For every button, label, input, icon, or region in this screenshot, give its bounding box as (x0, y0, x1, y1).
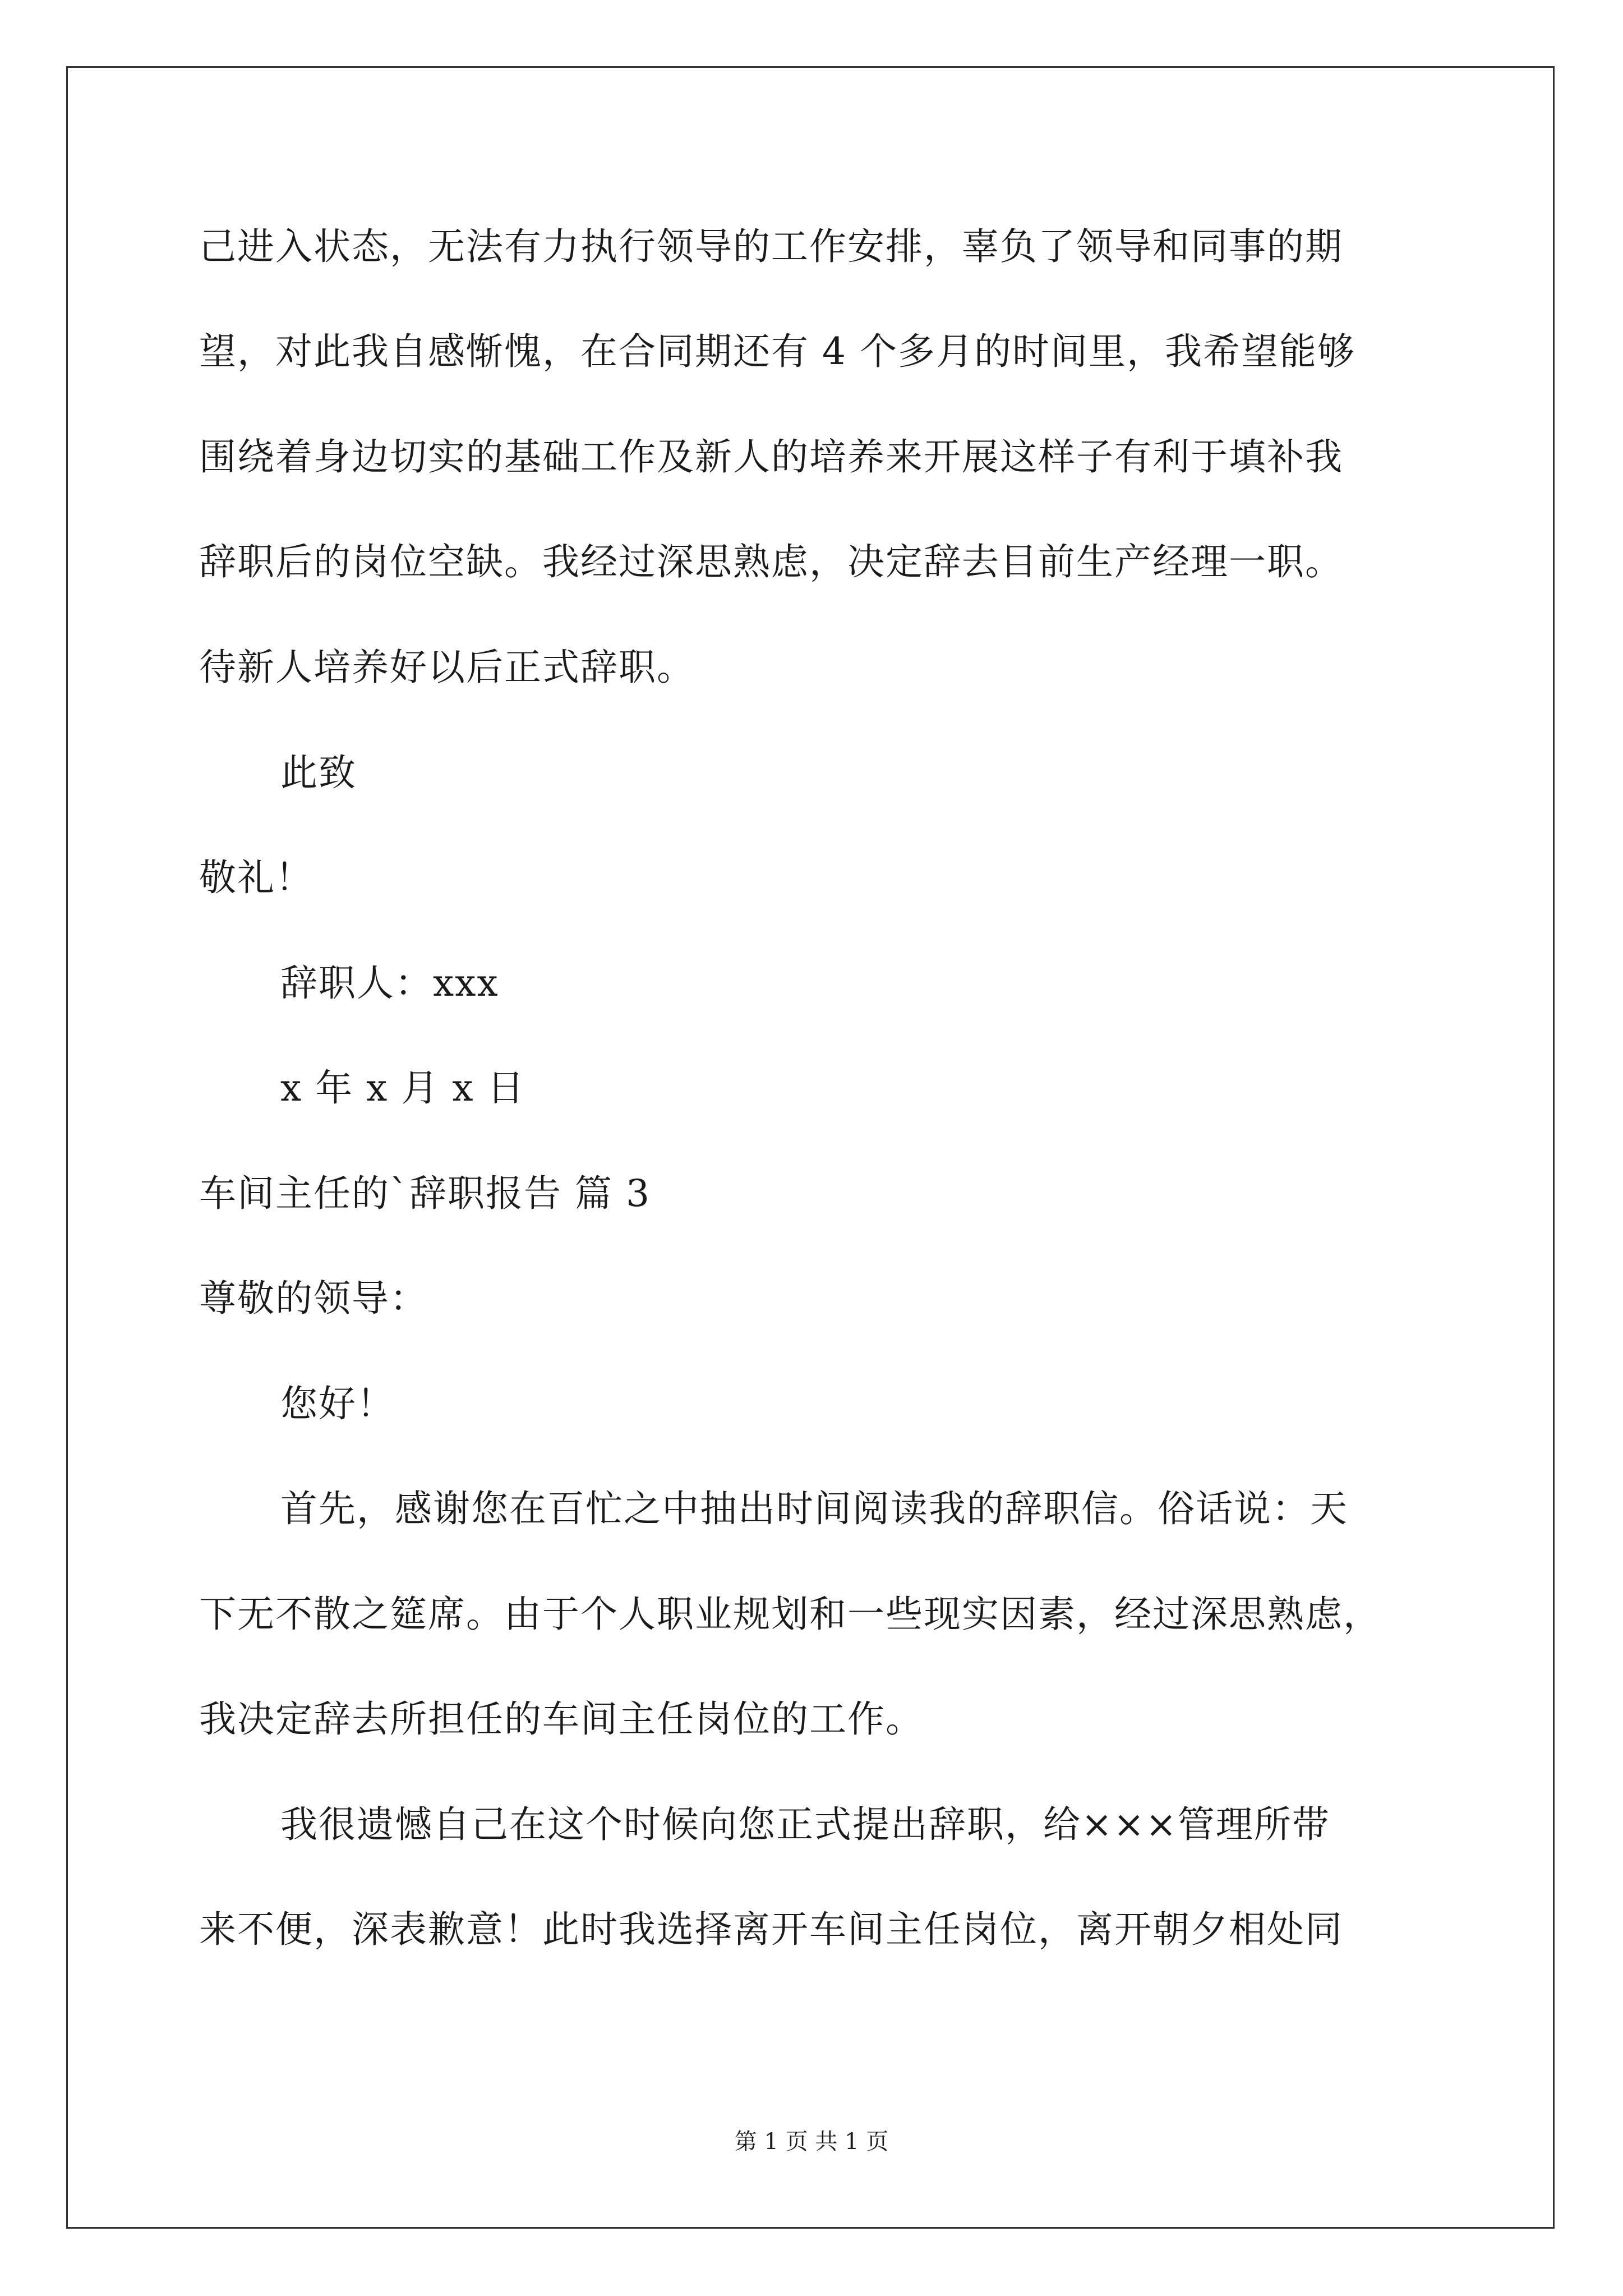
closing-regards: 敬礼！ (199, 856, 313, 899)
signatory-line: 辞职人：xxx (280, 961, 499, 1005)
section-heading: 车间主任的`辞职报告 篇 3 (199, 1172, 651, 1215)
body-text-line: 我决定辞去所担任的车间主任岗位的工作。 (199, 1697, 924, 1741)
page-footer: 第 1 页 共 1 页 (734, 2129, 889, 2155)
closing-salutation: 此致 (280, 751, 357, 794)
greeting-addressee: 尊敬的领导： (199, 1277, 428, 1320)
greeting: 您好！ (280, 1382, 395, 1425)
body-text-line: 来不便，深表歉意！此时我选择离开车间主任岗位，离开朝夕相处同 (199, 1908, 1343, 1951)
body-text-line: 我很遗憾自己在这个时候向您正式提出辞职，给×××管理所带 (280, 1803, 1330, 1846)
body-text-line: 待新人培养好以后正式辞职。 (199, 646, 695, 689)
body-text-line: 己进入状态，无法有力执行领导的工作安排，辜负了领导和同事的期 (199, 225, 1343, 268)
body-text-line: 围绕着身边切实的基础工作及新人的培养来开展这样子有利于填补我 (199, 435, 1343, 478)
date-line: x 年 x 月 x 日 (280, 1066, 525, 1110)
body-text-line: 望，对此我自感惭愧，在合同期还有 4 个多月的时间里，我希望能够 (199, 330, 1355, 373)
body-text-line: 辞职后的岗位空缺。我经过深思熟虑，决定辞去目前生产经理一职。 (199, 540, 1343, 583)
body-text-line: 下无不散之筵席。由于个人职业规划和一些现实因素，经过深思熟虑， (199, 1593, 1381, 1636)
body-text-line: 首先，感谢您在百忙之中抽出时间阅读我的辞职信。俗话说：天 (280, 1487, 1348, 1530)
